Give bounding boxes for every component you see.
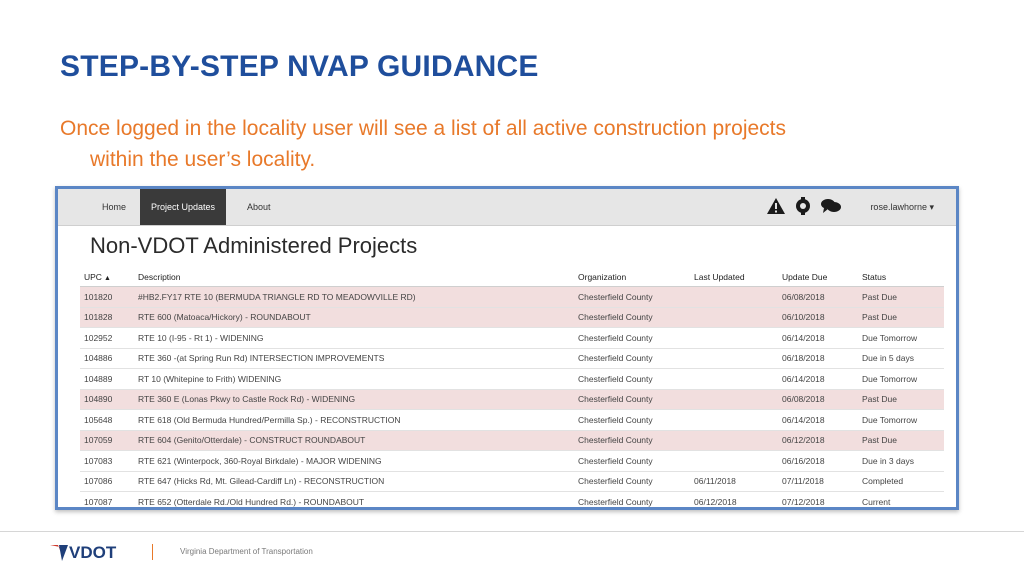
app-screenshot [55, 186, 959, 510]
cell-status: Due Tomorrow [858, 369, 944, 390]
slide-body-line-2: within the user’s locality. [90, 148, 316, 171]
vdot-logo [50, 541, 130, 563]
cell-organization: Chesterfield County [574, 369, 690, 390]
column-header-upc[interactable]: UPC ▲ [80, 267, 134, 287]
cell-status: Completed [858, 471, 944, 492]
warning-icon[interactable] [766, 197, 786, 215]
column-header-update-due[interactable]: Update Due [778, 267, 858, 287]
cell-last-updated [690, 451, 778, 472]
cell-last-updated [690, 430, 778, 451]
cell-upc: 104886 [80, 348, 134, 369]
cell-upc: 104889 [80, 369, 134, 390]
cell-last-updated [690, 328, 778, 349]
cell-status: Past Due [858, 287, 944, 308]
cell-update-due: 06/10/2018 [778, 307, 858, 328]
cell-update-due: 06/14/2018 [778, 410, 858, 431]
table-row[interactable] [80, 430, 944, 451]
slide-title: STEP-BY-STEP NVAP GUIDANCE [60, 50, 539, 83]
cell-organization: Chesterfield County [574, 328, 690, 349]
cell-upc: 107087 [80, 492, 134, 511]
slide-body-line-1: Once logged in the locality user will see a list of all active construction projects [60, 117, 787, 140]
cell-organization: Chesterfield County [574, 410, 690, 431]
cell-update-due: 06/14/2018 [778, 369, 858, 390]
table-row[interactable] [80, 307, 944, 328]
cell-organization: Chesterfield County [574, 348, 690, 369]
cell-last-updated: 06/12/2018 [690, 492, 778, 511]
table-row[interactable] [80, 410, 944, 431]
footer-divider [0, 531, 1024, 532]
table-row[interactable] [80, 369, 944, 390]
cell-status: Due Tomorrow [858, 328, 944, 349]
cell-update-due: 06/08/2018 [778, 389, 858, 410]
cell-update-due: 06/08/2018 [778, 287, 858, 308]
settings-icon[interactable] [793, 197, 813, 215]
chat-icon[interactable] [820, 197, 842, 215]
nav-home[interactable]: Home [102, 202, 127, 212]
column-header-last-updated[interactable]: Last Updated [690, 267, 778, 287]
nav-about[interactable]: About [247, 202, 271, 212]
table-row[interactable] [80, 348, 944, 369]
column-header-status[interactable]: Status [858, 267, 944, 287]
cell-last-updated [690, 348, 778, 369]
cell-update-due: 06/14/2018 [778, 328, 858, 349]
cell-status: Past Due [858, 389, 944, 410]
table-row[interactable] [80, 328, 944, 349]
cell-update-due: 06/18/2018 [778, 348, 858, 369]
cell-description: RT 10 (Whitepine to Frith) WIDENING [134, 369, 574, 390]
cell-description: RTE 604 (Genito/Otterdale) - CONSTRUCT ROUNDABOUT [134, 430, 574, 451]
cell-description: #HB2.FY17 RTE 10 (BERMUDA TRIANGLE RD TO MEADOWVILLE RD) [134, 287, 574, 308]
cell-upc: 102952 [80, 328, 134, 349]
cell-organization: Chesterfield County [574, 307, 690, 328]
cell-status: Due in 5 days [858, 348, 944, 369]
cell-upc: 105648 [80, 410, 134, 431]
cell-update-due: 06/12/2018 [778, 430, 858, 451]
nav-project-updates[interactable]: Project Updates [140, 189, 226, 225]
cell-upc: 101820 [80, 287, 134, 308]
cell-description: RTE 360 -(at Spring Run Rd) INTERSECTION IMPROVEMENTS [134, 348, 574, 369]
sort-ascending-icon[interactable]: ▲ [103, 274, 111, 282]
table-header-row [80, 267, 944, 287]
cell-last-updated [690, 287, 778, 308]
column-header-description[interactable]: Description [134, 267, 574, 287]
cell-last-updated [690, 389, 778, 410]
cell-update-due: 07/11/2018 [778, 471, 858, 492]
logo-text: VDOT [69, 543, 117, 562]
cell-organization: Chesterfield County [574, 389, 690, 410]
cell-description: RTE 600 (Matoaca/Hickory) - ROUNDABOUT [134, 307, 574, 328]
cell-description: RTE 10 (I-95 - Rt 1) - WIDENING [134, 328, 574, 349]
cell-description: RTE 618 (Old Bermuda Hundred/Permilla Sp.) - RECONSTRUCTION [134, 410, 574, 431]
table-row[interactable] [80, 451, 944, 472]
cell-description: RTE 652 (Otterdale Rd./Old Hundred Rd.) - ROUNDABOUT [134, 492, 574, 511]
cell-status: Due in 3 days [858, 451, 944, 472]
cell-status: Current [858, 492, 944, 511]
column-header-organization[interactable]: Organization [574, 267, 690, 287]
cell-description: RTE 647 (Hicks Rd, Mt. Gilead-Cardiff Ln) - RECONSTRUCTION [134, 471, 574, 492]
cell-upc: 107059 [80, 430, 134, 451]
cell-upc: 104890 [80, 389, 134, 410]
footer-separator [152, 544, 153, 560]
cell-upc: 107083 [80, 451, 134, 472]
cell-status: Past Due [858, 430, 944, 451]
app-page-title: Non-VDOT Administered Projects [90, 233, 418, 258]
cell-description: RTE 360 E (Lonas Pkwy to Castle Rock Rd) - WIDENING [134, 389, 574, 410]
cell-last-updated [690, 307, 778, 328]
table-row[interactable] [80, 389, 944, 410]
footer-org-name: Virginia Department of Transportation [180, 547, 313, 556]
table-row[interactable] [80, 471, 944, 492]
cell-last-updated [690, 369, 778, 390]
cell-last-updated: 06/11/2018 [690, 471, 778, 492]
cell-organization: Chesterfield County [574, 471, 690, 492]
table-row[interactable] [80, 287, 944, 308]
slide-body-text [60, 113, 960, 175]
table-row[interactable] [80, 492, 944, 511]
cell-update-due: 07/12/2018 [778, 492, 858, 511]
top-navbar [58, 189, 956, 226]
cell-organization: Chesterfield County [574, 287, 690, 308]
user-menu[interactable]: rose.lawhorne ▾ [870, 202, 934, 212]
cell-description: RTE 621 (Winterpock, 360-Royal Birkdale) - MAJOR WIDENING [134, 451, 574, 472]
cell-upc: 101828 [80, 307, 134, 328]
cell-update-due: 06/16/2018 [778, 451, 858, 472]
cell-organization: Chesterfield County [574, 492, 690, 511]
cell-organization: Chesterfield County [574, 430, 690, 451]
cell-last-updated [690, 410, 778, 431]
cell-status: Past Due [858, 307, 944, 328]
cell-organization: Chesterfield County [574, 451, 690, 472]
cell-upc: 107086 [80, 471, 134, 492]
cell-status: Due Tomorrow [858, 410, 944, 431]
projects-table [80, 267, 944, 510]
